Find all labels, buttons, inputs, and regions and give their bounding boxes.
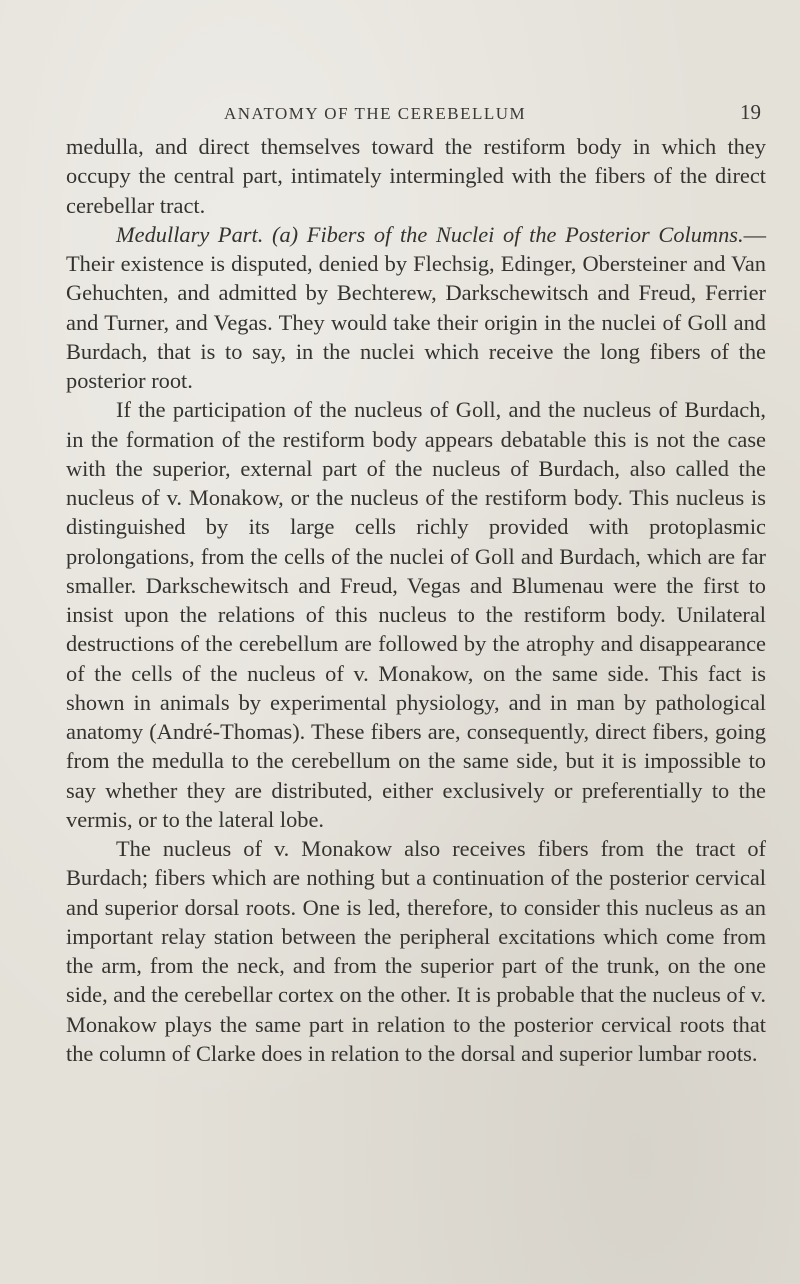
paragraph-nucleus-of-monakow: The nucleus of v. Monakow also receives fibers from the tract of Burdach; fibers which are nothing but a continuation of the posterior cervical and superior dorsal roots. One is led, therefore, to consider this nucleus as an important relay station between the peripheral excitations which come from the arm, from the neck, and from the superior part of the trunk, on the one side, and the cerebellar cortex on the other. It is probable that the nucleus of v. Monakow plays the same part in relation to the posterior cervical roots that the column of Clarke does in relation to the dorsal and superior lumbar roots. [66,836,766,1066]
paragraph-text: —Their existence is disputed, denied by Flechsig, Edinger, Obersteiner and Van Gehuchten, and admitted by Bechterew, Darkschewitsch and Freud, Ferrier and Turner, and Vegas. They would take their origin in the nuclei of Goll and Burdach, that is to say, in the nuclei which receive the long fibers of the posterior root. [66,221,766,393]
subsection-heading: (a) Fibers of the Nuclei of the Posterior Columns. [263,221,744,247]
running-head: ANATOMY OF THE CEREBELLUM [224,104,527,123]
section-heading: Medullary Part. [116,221,264,247]
paragraph-continuation: medulla, and direct themselves toward the restiform body in which they occupy the central part, intimately intermingled with the fibers of the direct cerebellar tract. [66,134,766,218]
body-text [66,132,766,1068]
paragraph-medullary-part [66,220,766,396]
paragraph-nucleus-of-burdach: If the participation of the nucleus of Goll, and the nucleus of Burdach, in the formation of the restiform body appears debatable this is not the case with the superior, external part of the nucleus of Burdach, also called the nucleus of v. Monakow, or the nucleus of the restiform body. This nucleus is distinguished by its large cells richly provided with protoplasmic prolongations, from the cells of the nuclei of Goll and Burdach, which are far smaller. Darkschewitsch and Freud, Vegas and Blumenau were the first to insist upon the relations of this nucleus to the restiform body. Unilateral destructions of the cerebellum are followed by the atrophy and disappearance of the cells of the nucleus of v. Monakow, on the same side. This fact is shown in animals by experimental physiology, and in man by pathological anatomy (André-Thomas). These fibers are, consequently, direct fibers, going from the medulla to the cerebellum on the same side, but it is impossible to say whether they are distributed, either exclusively or preferentially to the vermis, or to the lateral lobe. [66,397,766,832]
page-number: 19 [740,100,761,124]
